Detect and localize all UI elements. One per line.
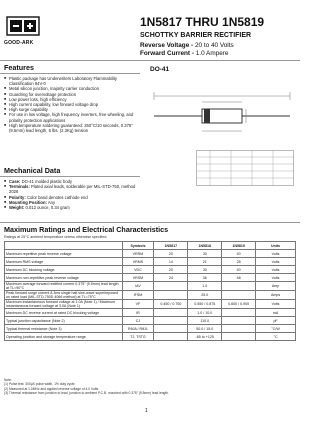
parameter-cell: Maximum DC blocking voltage bbox=[5, 266, 123, 274]
mechanical-list bbox=[4, 179, 138, 210]
value-cell bbox=[154, 309, 188, 317]
value-cell: 20 bbox=[154, 266, 188, 274]
value-cell bbox=[222, 309, 256, 317]
feature-item: ■ Low power loss, high efficiency bbox=[4, 97, 136, 102]
value-cell: Volts bbox=[256, 266, 296, 274]
table-row bbox=[5, 266, 296, 274]
value-cell bbox=[222, 317, 256, 325]
ratings-divider bbox=[0, 222, 300, 223]
value-cell bbox=[154, 325, 188, 333]
value-cell bbox=[154, 317, 188, 325]
value-cell bbox=[222, 325, 256, 333]
value-cell: VDC bbox=[122, 266, 154, 274]
value-cell: TJ, TSTG bbox=[122, 333, 154, 341]
mechanical-underline bbox=[0, 176, 140, 177]
mech-item: ■ Case: DO-41 molded plastic body bbox=[4, 179, 138, 184]
value-cell: °C/W bbox=[256, 325, 296, 333]
notes-block bbox=[4, 378, 296, 396]
table-row bbox=[5, 309, 296, 317]
logo-text: GOOD-ARK bbox=[4, 40, 34, 46]
table-row bbox=[5, 333, 296, 341]
value-cell: IAV bbox=[122, 282, 154, 291]
mech-item: ■ Weight: 0.012 ounce, 0.34 gram bbox=[4, 205, 138, 210]
value-cell: pF bbox=[256, 317, 296, 325]
value-cell: VRMS bbox=[122, 258, 154, 266]
value-cell: RθJA / RθJL bbox=[122, 325, 154, 333]
mech-item: ■ Mounting Position: Any bbox=[4, 200, 138, 205]
value-cell: 20 bbox=[154, 250, 188, 258]
table-row bbox=[5, 325, 296, 333]
mech-item: ■ Polarity: Color band denotes cathode end bbox=[4, 195, 138, 200]
value-cell: 0.450 / 0.750 bbox=[154, 300, 188, 309]
value-cell: Amps bbox=[256, 291, 296, 300]
value-cell: IR bbox=[122, 309, 154, 317]
parameter-cell: Operating junction and storage temperature range bbox=[5, 333, 123, 341]
value-cell: 40 bbox=[222, 266, 256, 274]
value-cell: Amp bbox=[256, 282, 296, 291]
header-cell: 1N5818 bbox=[188, 242, 222, 250]
value-cell: 28 bbox=[222, 258, 256, 266]
value-cell: 110.0 bbox=[188, 317, 222, 325]
features-list bbox=[4, 76, 136, 133]
ratings-title: Maximum Ratings and Electrical Characteristics bbox=[4, 225, 169, 234]
feature-item: ■ Metal silicon junction, majority carrier conduction bbox=[4, 86, 136, 91]
header-cell bbox=[5, 242, 123, 250]
ratings-table bbox=[4, 241, 296, 341]
parameter-cell: Maximum non-repetitive peak reverse voltage bbox=[5, 274, 123, 282]
ratings-subtitle: Ratings at 25°C ambient temperature unless otherwise specified. bbox=[4, 235, 108, 239]
value-cell: Volts bbox=[256, 258, 296, 266]
parameter-cell: Typical thermal resistance (Note 3) bbox=[5, 325, 123, 333]
page-number: 1 bbox=[145, 408, 148, 414]
features-underline bbox=[0, 73, 140, 74]
do41-package-drawing bbox=[148, 76, 296, 146]
value-cell: 30 bbox=[188, 266, 222, 274]
parameter-cell: Maximum RMS voltage bbox=[5, 258, 123, 266]
parameter-cell: Typical junction capacitance (Note 2) bbox=[5, 317, 123, 325]
table-header-row bbox=[5, 242, 296, 250]
value-cell: 50.0 / 15.0 bbox=[188, 325, 222, 333]
mechanical-title: Mechanical Data bbox=[4, 166, 61, 175]
value-cell bbox=[154, 333, 188, 341]
mech-item: ■ Terminals: Plated axial leads, solderable per MIL-STD-750, method 2026 bbox=[4, 184, 138, 194]
value-cell bbox=[222, 291, 256, 300]
features-title: Features bbox=[4, 63, 34, 72]
parameter-cell: Maximum instantaneous forward voltage at 1.0A (Note 1) / Maximum instantaneous forward voltage at 3.0A (Note 1) bbox=[5, 300, 123, 309]
parameter-cell: Maximum repetitive peak reverse voltage bbox=[5, 250, 123, 258]
table-row bbox=[5, 291, 296, 300]
feature-item: ■ Plastic package has Underwriters Laboratory Flammability Classification 94V-0 bbox=[4, 76, 136, 86]
header-cell: Units bbox=[256, 242, 296, 250]
document-subtitle: SCHOTTKY BARRIER RECTIFIER bbox=[140, 32, 252, 39]
header-cell: 1N5819 bbox=[222, 242, 256, 250]
value-cell bbox=[222, 282, 256, 291]
table-row bbox=[5, 282, 296, 291]
table-row bbox=[5, 317, 296, 325]
feature-item: ■ For use in low voltage, high frequency inverters, free wheeling, and polarity protection applications bbox=[4, 112, 136, 122]
reverse-voltage-spec: Reverse Voltage - 20 to 40 Volts bbox=[140, 42, 234, 49]
value-cell: VF bbox=[122, 300, 154, 309]
value-cell: IFSM bbox=[122, 291, 154, 300]
value-cell: 40 bbox=[222, 250, 256, 258]
value-cell: 36 bbox=[188, 274, 222, 282]
note-item: (1) Pulse test: 300μS pulse width, 1% duty cycle. bbox=[4, 382, 76, 387]
value-cell: 0.550 / 0.875 bbox=[188, 300, 222, 309]
value-cell: 14 bbox=[154, 258, 188, 266]
feature-item: ■ High surge capability bbox=[4, 107, 136, 112]
value-cell: 1.0 bbox=[188, 282, 222, 291]
note-item: (3) Thermal resistance from junction to lead, junction to ambient P.C.B. mounted with 0.375" (9.5mm) lead length. bbox=[4, 391, 170, 396]
table-row bbox=[5, 300, 296, 309]
value-cell: 1.0 / 10.0 bbox=[188, 309, 222, 317]
value-cell: 0.600 / 0.900 bbox=[222, 300, 256, 309]
parameter-cell: Maximum average forward rectified current 0.375" (9.5mm) lead length at TL=90°C bbox=[5, 282, 123, 291]
value-cell: 25.0 bbox=[188, 291, 222, 300]
table-row bbox=[5, 274, 296, 282]
table-row bbox=[5, 250, 296, 258]
package-label: DO-41 bbox=[150, 66, 170, 73]
table-row bbox=[5, 258, 296, 266]
feature-item: ■ Guardring for overvoltage protection bbox=[4, 92, 136, 97]
forward-current-spec: Forward Current - 1.0 Ampere bbox=[140, 50, 229, 57]
feature-item: ■ High temperature soldering guaranteed: 250°C/10 seconds, 0.375" (9.5mm) lead length, 5 lbs. (2.3Kg) tension bbox=[4, 123, 136, 133]
value-cell bbox=[222, 333, 256, 341]
value-cell: 30 bbox=[188, 250, 222, 258]
value-cell: Volts bbox=[256, 274, 296, 282]
value-cell: 48 bbox=[222, 274, 256, 282]
feature-item: ■ High current capability, low forward voltage drop bbox=[4, 102, 136, 107]
value-cell: 24 bbox=[154, 274, 188, 282]
header-cell: 1N5817 bbox=[154, 242, 188, 250]
value-cell: VRSM bbox=[122, 274, 154, 282]
value-cell: °C bbox=[256, 333, 296, 341]
value-cell: CJ bbox=[122, 317, 154, 325]
value-cell: 21 bbox=[188, 258, 222, 266]
value-cell bbox=[154, 282, 188, 291]
document-title: 1N5817 THRU 1N5819 bbox=[140, 15, 265, 29]
value-cell: -65 to +125 bbox=[188, 333, 222, 341]
parameter-cell: Peak forward surge current 8.3ms single half sine-wave superimposed on rated load (MIL-STD-750D 4066 method) at TL=75°C bbox=[5, 291, 123, 300]
header-divider bbox=[0, 60, 300, 61]
value-cell: Volts bbox=[256, 300, 296, 309]
dimension-table bbox=[196, 150, 294, 186]
note-item: (2) Measured at 1.0MHz and applied reverse voltage of 4.0 Volts. bbox=[4, 386, 100, 391]
value-cell: Volts bbox=[256, 250, 296, 258]
header-cell: Symbols bbox=[122, 242, 154, 250]
value-cell bbox=[154, 291, 188, 300]
notes-title: Note: bbox=[4, 378, 12, 382]
company-logo bbox=[6, 16, 40, 36]
value-cell: mA bbox=[256, 309, 296, 317]
parameter-cell: Maximum DC reverse current at rated DC blocking voltage bbox=[5, 309, 123, 317]
value-cell: VRRM bbox=[122, 250, 154, 258]
